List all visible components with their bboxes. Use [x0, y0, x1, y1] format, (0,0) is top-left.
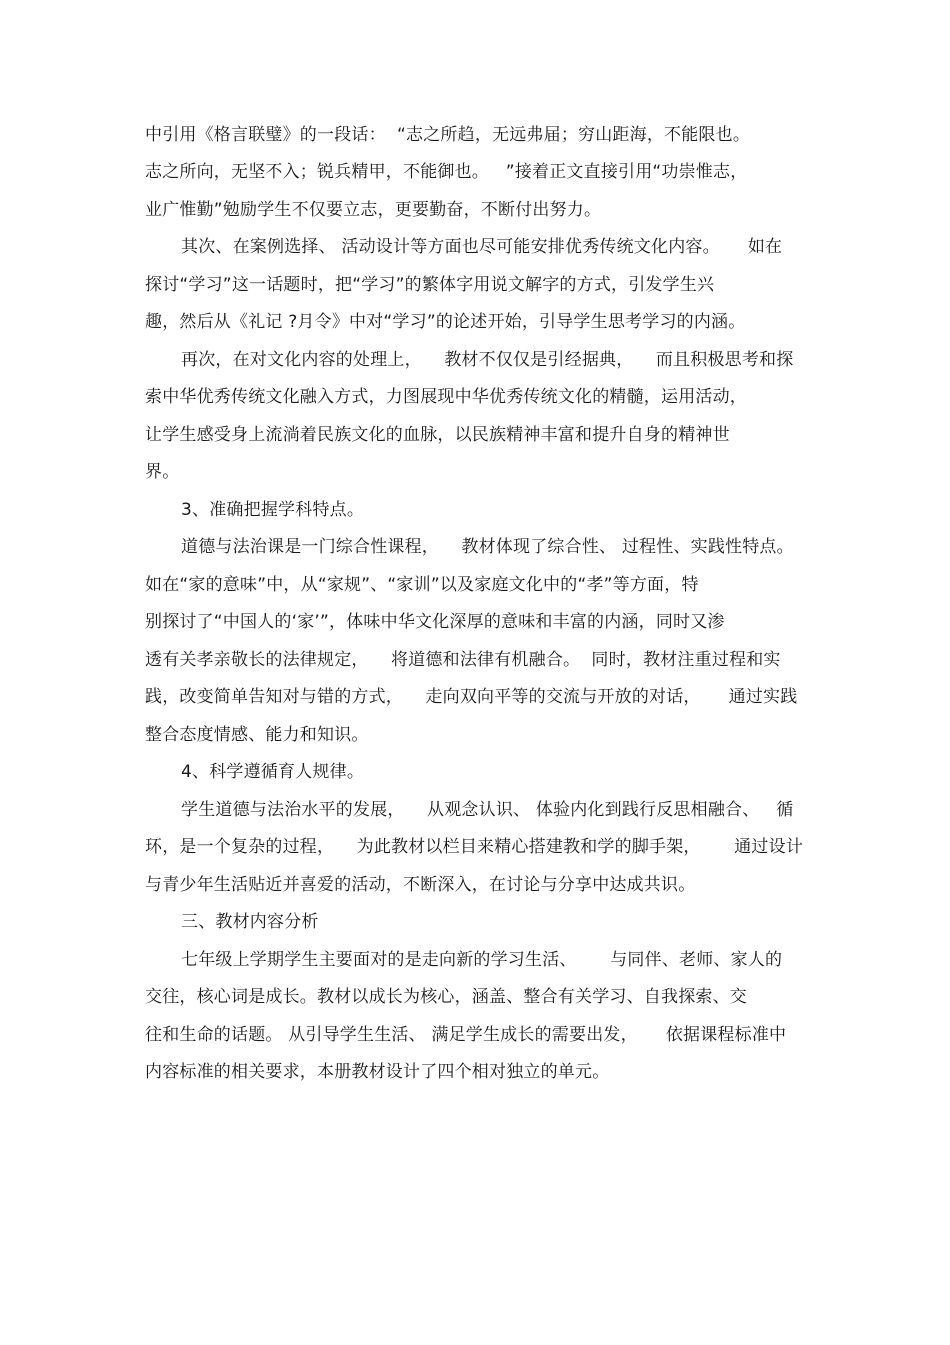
text-line: 往和生命的话题。 从引导学生生活、 满足学生成长的需要出发， 依据课程标准中 [145, 1025, 787, 1045]
text-line: 界。 [145, 462, 180, 482]
text-line: 整合态度情感、能力和知识。 [145, 725, 369, 745]
text-line: 透有关孝亲敬长的法律规定， 将道德和法律有机融合。 同时，教材注重过程和实 [145, 650, 781, 670]
paragraph-start-line: 学生道德与法治水平的发展， 从观念认识、 体验内化到践行反思相融合、 循 [181, 800, 794, 820]
section-heading: 三、教材内容分析 [181, 912, 319, 932]
text-line: 探讨“学习”这一话题时，把“学习”的繁体字用说文解字的方式，引发学生兴 [145, 275, 715, 295]
text-line: 中引用《格言联璧》的一段话： “志之所趋，无远弗届；穷山距海，不能限也。 [145, 125, 751, 145]
text-line: 趣，然后从《礼记 ?月令》中对“学习”的论述开始，引导学生思考学习的内涵。 [145, 312, 746, 332]
text-line: 与青少年生活贴近并喜爱的活动，不断深入，在讨论与分享中达成共识。 [145, 875, 696, 895]
text-line: 如在“家的意味”中，从“家规”、“家训”以及家庭文化中的“孝”等方面，特 [145, 575, 699, 595]
paragraph-start-line: 七年级上学期学生主要面对的是走向新的学习生活、 与同伴、老师、家人的 [181, 950, 783, 970]
paragraph-start-line: 道德与法治课是一门综合性课程， 教材体现了综合性、 过程性、实践性特点。 [181, 537, 794, 557]
text-line: 交往，核心词是成长。教材以成长为核心，涵盖、整合有关学习、自我探索、交 [145, 987, 747, 1007]
paragraph-start-line: 再次，在对文化内容的处理上， 教材不仅仅是引经据典， 而且积极思考和探 [181, 350, 794, 370]
text-line: 索中华优秀传统文化融入方式，力图展现中华优秀传统文化的精髓，运用活动， [145, 387, 747, 407]
paragraph-start-line: 其次、在案例选择、 活动设计等方面也尽可能安排优秀传统文化内容。 如在 [181, 237, 783, 257]
section-heading: 4、科学遵循育人规律。 [181, 762, 365, 782]
text-line: 内容标准的相关要求，本册教材设计了四个相对独立的单元。 [145, 1062, 610, 1082]
text-line: 志之所向，无坚不入；锐兵精甲，不能御也。 ”接着正文直接引用“功崇惟志， [145, 162, 748, 182]
section-heading: 3、准确把握学科特点。 [181, 500, 365, 520]
text-line: 环，是一个复杂的过程， 为此教材以栏目来精心搭建教和学的脚手架， 通过设计 [145, 837, 804, 857]
text-line: 业广惟勤”勉励学生不仅要立志，更要勤奋，不断付出努力。 [145, 200, 602, 220]
text-line: 践，改变简单告知对与错的方式， 走向双向平等的交流与开放的对话， 通过实践 [145, 687, 798, 707]
text-line: 让学生感受身上流淌着民族文化的血脉，以民族精神丰富和提升自身的精神世 [145, 425, 730, 445]
text-line: 别探讨了“中国人的‘家’”，体味中华文化深厚的意味和丰富的内涵，同时又渗 [145, 612, 725, 632]
